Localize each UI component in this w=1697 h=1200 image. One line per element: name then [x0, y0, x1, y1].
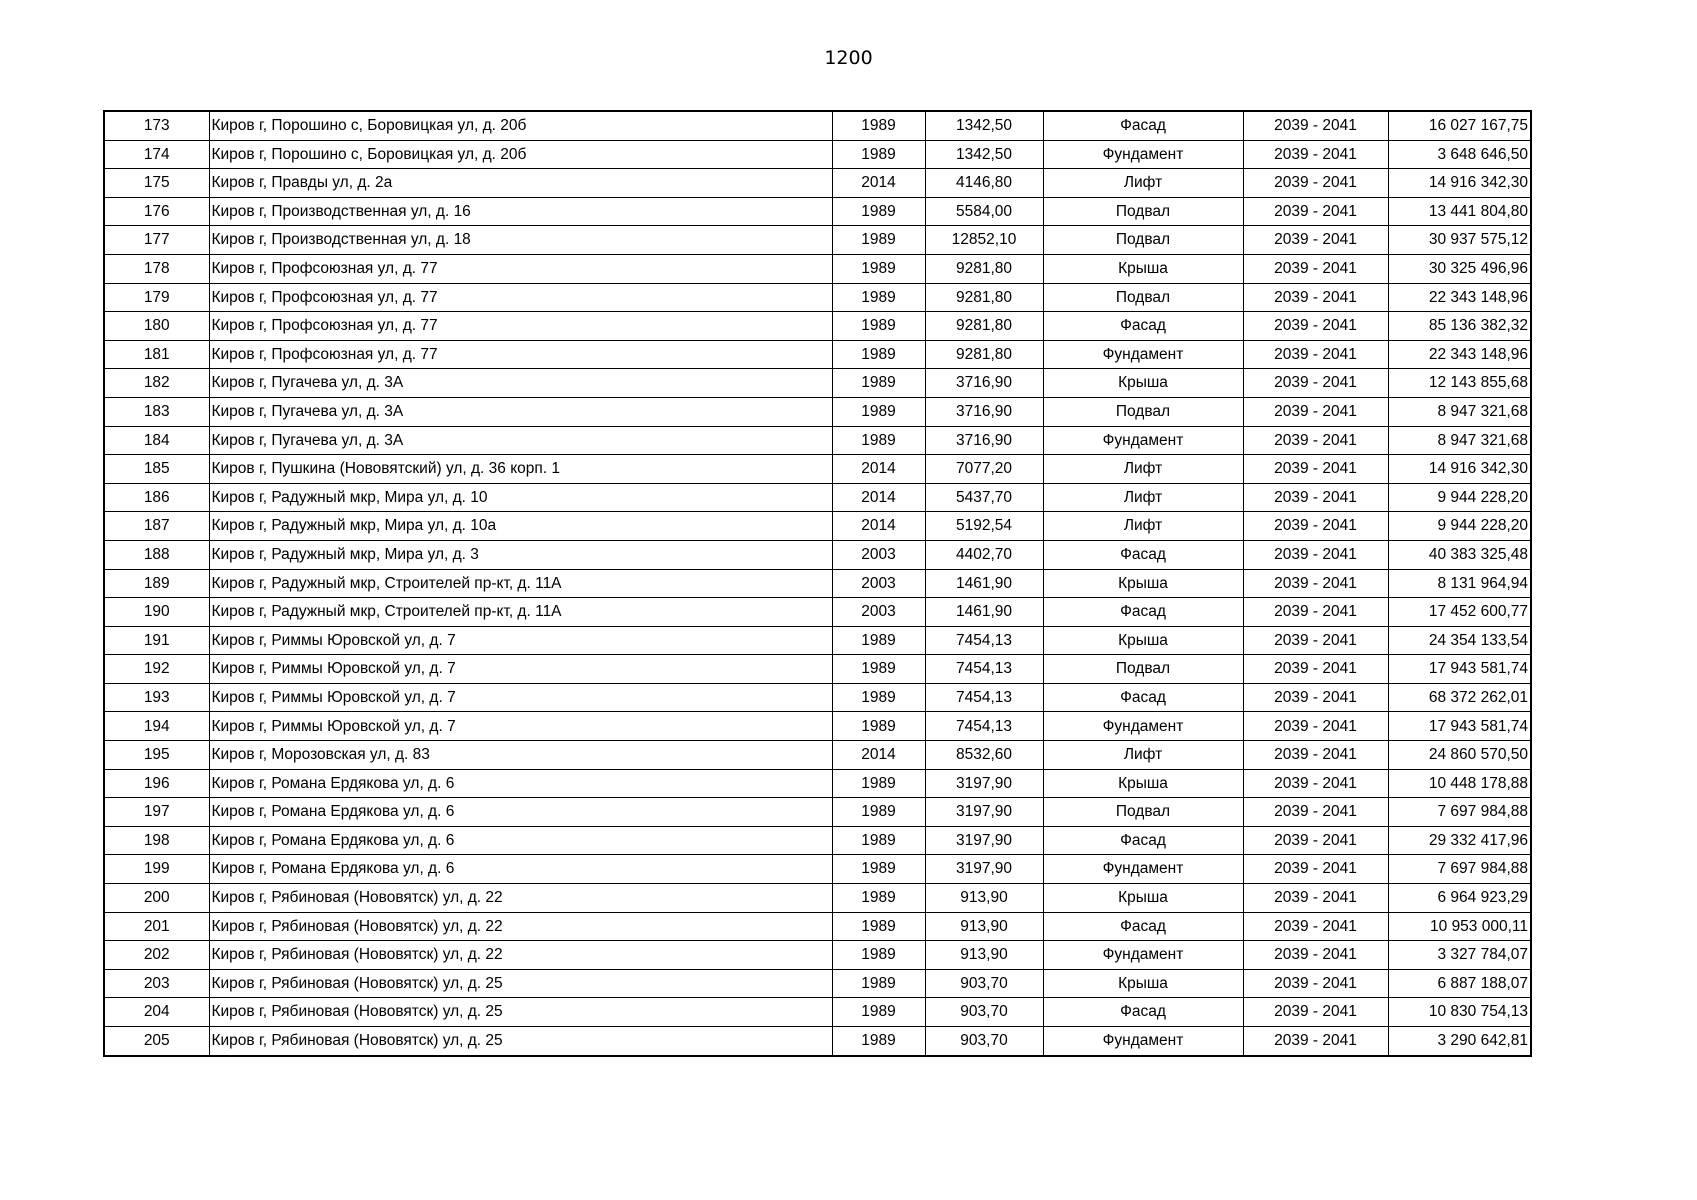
work-type-cell: Крыша [1043, 254, 1243, 283]
year-cell: 1989 [832, 1027, 925, 1056]
period-cell: 2039 - 2041 [1243, 1027, 1388, 1056]
period-cell: 2039 - 2041 [1243, 941, 1388, 970]
period-cell: 2039 - 2041 [1243, 226, 1388, 255]
address-cell: Киров г, Риммы Юровской ул, д. 7 [209, 683, 832, 712]
work-type-cell: Лифт [1043, 512, 1243, 541]
area-cell: 1342,50 [925, 140, 1043, 169]
period-cell: 2039 - 2041 [1243, 197, 1388, 226]
cost-cell: 24 860 570,50 [1388, 741, 1531, 770]
year-cell: 1989 [832, 226, 925, 255]
row-number-cell: 189 [104, 569, 209, 598]
area-cell: 3716,90 [925, 397, 1043, 426]
area-cell: 9281,80 [925, 283, 1043, 312]
year-cell: 1989 [832, 140, 925, 169]
period-cell: 2039 - 2041 [1243, 969, 1388, 998]
area-cell: 9281,80 [925, 340, 1043, 369]
row-number-cell: 182 [104, 369, 209, 398]
address-cell: Киров г, Профсоюзная ул, д. 77 [209, 340, 832, 369]
address-cell: Киров г, Порошино с, Боровицкая ул, д. 20б [209, 111, 832, 140]
cost-cell: 10 448 178,88 [1388, 769, 1531, 798]
table-row [104, 483, 1531, 512]
cost-cell: 13 441 804,80 [1388, 197, 1531, 226]
row-number-cell: 173 [104, 111, 209, 140]
row-number-cell: 195 [104, 741, 209, 770]
table-row [104, 1027, 1531, 1056]
address-cell: Киров г, Риммы Юровской ул, д. 7 [209, 712, 832, 741]
table-row [104, 197, 1531, 226]
row-number-cell: 187 [104, 512, 209, 541]
address-cell: Киров г, Радужный мкр, Мира ул, д. 10 [209, 483, 832, 512]
table-row [104, 626, 1531, 655]
period-cell: 2039 - 2041 [1243, 169, 1388, 198]
year-cell: 1989 [832, 426, 925, 455]
table-row [104, 998, 1531, 1027]
area-cell: 8532,60 [925, 741, 1043, 770]
year-cell: 1989 [832, 826, 925, 855]
area-cell: 5192,54 [925, 512, 1043, 541]
work-type-cell: Фундамент [1043, 712, 1243, 741]
cost-cell: 3 648 646,50 [1388, 140, 1531, 169]
work-type-cell: Фасад [1043, 826, 1243, 855]
period-cell: 2039 - 2041 [1243, 884, 1388, 913]
period-cell: 2039 - 2041 [1243, 312, 1388, 341]
cost-cell: 8 947 321,68 [1388, 397, 1531, 426]
period-cell: 2039 - 2041 [1243, 512, 1388, 541]
period-cell: 2039 - 2041 [1243, 283, 1388, 312]
row-number-cell: 202 [104, 941, 209, 970]
address-cell: Киров г, Риммы Юровской ул, д. 7 [209, 655, 832, 684]
work-type-cell: Лифт [1043, 741, 1243, 770]
row-number-cell: 204 [104, 998, 209, 1027]
table-row [104, 855, 1531, 884]
period-cell: 2039 - 2041 [1243, 655, 1388, 684]
period-cell: 2039 - 2041 [1243, 826, 1388, 855]
period-cell: 2039 - 2041 [1243, 712, 1388, 741]
row-number-cell: 205 [104, 1027, 209, 1056]
address-cell: Киров г, Порошино с, Боровицкая ул, д. 20б [209, 140, 832, 169]
year-cell: 1989 [832, 941, 925, 970]
address-cell: Киров г, Профсоюзная ул, д. 77 [209, 283, 832, 312]
work-type-cell: Крыша [1043, 969, 1243, 998]
work-type-cell: Подвал [1043, 798, 1243, 827]
table-row [104, 312, 1531, 341]
row-number-cell: 179 [104, 283, 209, 312]
cost-cell: 29 332 417,96 [1388, 826, 1531, 855]
row-number-cell: 186 [104, 483, 209, 512]
area-cell: 9281,80 [925, 312, 1043, 341]
work-type-cell: Подвал [1043, 197, 1243, 226]
period-cell: 2039 - 2041 [1243, 483, 1388, 512]
year-cell: 1989 [832, 969, 925, 998]
area-cell: 3197,90 [925, 769, 1043, 798]
period-cell: 2039 - 2041 [1243, 111, 1388, 140]
row-number-cell: 175 [104, 169, 209, 198]
period-cell: 2039 - 2041 [1243, 140, 1388, 169]
row-number-cell: 198 [104, 826, 209, 855]
period-cell: 2039 - 2041 [1243, 798, 1388, 827]
area-cell: 903,70 [925, 998, 1043, 1027]
year-cell: 1989 [832, 884, 925, 913]
table-row [104, 111, 1531, 140]
period-cell: 2039 - 2041 [1243, 855, 1388, 884]
period-cell: 2039 - 2041 [1243, 683, 1388, 712]
area-cell: 12852,10 [925, 226, 1043, 255]
area-cell: 4402,70 [925, 540, 1043, 569]
work-type-cell: Фасад [1043, 683, 1243, 712]
table-row [104, 969, 1531, 998]
cost-cell: 17 943 581,74 [1388, 655, 1531, 684]
cost-cell: 6 887 188,07 [1388, 969, 1531, 998]
row-number-cell: 199 [104, 855, 209, 884]
work-type-cell: Фасад [1043, 312, 1243, 341]
cost-cell: 10 953 000,11 [1388, 912, 1531, 941]
year-cell: 2014 [832, 741, 925, 770]
address-cell: Киров г, Рябиновая (Нововятск) ул, д. 22 [209, 941, 832, 970]
address-cell: Киров г, Рябиновая (Нововятск) ул, д. 22 [209, 912, 832, 941]
row-number-cell: 192 [104, 655, 209, 684]
table-row [104, 397, 1531, 426]
area-cell: 7454,13 [925, 655, 1043, 684]
work-type-cell: Лифт [1043, 483, 1243, 512]
buildings-table [103, 110, 1532, 1057]
year-cell: 1989 [832, 283, 925, 312]
address-cell: Киров г, Радужный мкр, Строителей пр-кт, д. 11А [209, 598, 832, 627]
area-cell: 903,70 [925, 1027, 1043, 1056]
period-cell: 2039 - 2041 [1243, 426, 1388, 455]
table-row [104, 569, 1531, 598]
table-row [104, 798, 1531, 827]
area-cell: 9281,80 [925, 254, 1043, 283]
work-type-cell: Подвал [1043, 397, 1243, 426]
cost-cell: 22 343 148,96 [1388, 340, 1531, 369]
address-cell: Киров г, Пугачева ул, д. 3А [209, 397, 832, 426]
address-cell: Киров г, Рябиновая (Нововятск) ул, д. 22 [209, 884, 832, 913]
address-cell: Киров г, Пушкина (Нововятский) ул, д. 36 корп. 1 [209, 455, 832, 484]
work-type-cell: Лифт [1043, 169, 1243, 198]
row-number-cell: 184 [104, 426, 209, 455]
work-type-cell: Крыша [1043, 884, 1243, 913]
area-cell: 7454,13 [925, 626, 1043, 655]
cost-cell: 12 143 855,68 [1388, 369, 1531, 398]
area-cell: 1461,90 [925, 598, 1043, 627]
address-cell: Киров г, Романа Ердякова ул, д. 6 [209, 855, 832, 884]
row-number-cell: 183 [104, 397, 209, 426]
work-type-cell: Фундамент [1043, 941, 1243, 970]
area-cell: 5437,70 [925, 483, 1043, 512]
work-type-cell: Подвал [1043, 655, 1243, 684]
work-type-cell: Фасад [1043, 540, 1243, 569]
work-type-cell: Фундамент [1043, 1027, 1243, 1056]
page-number: 1200 [824, 47, 873, 69]
year-cell: 1989 [832, 769, 925, 798]
area-cell: 4146,80 [925, 169, 1043, 198]
period-cell: 2039 - 2041 [1243, 397, 1388, 426]
period-cell: 2039 - 2041 [1243, 998, 1388, 1027]
table-row [104, 283, 1531, 312]
row-number-cell: 194 [104, 712, 209, 741]
cost-cell: 30 325 496,96 [1388, 254, 1531, 283]
year-cell: 1989 [832, 111, 925, 140]
address-cell: Киров г, Правды ул, д. 2а [209, 169, 832, 198]
table-row [104, 826, 1531, 855]
address-cell: Киров г, Рябиновая (Нововятск) ул, д. 25 [209, 1027, 832, 1056]
area-cell: 913,90 [925, 941, 1043, 970]
address-cell: Киров г, Радужный мкр, Мира ул, д. 10а [209, 512, 832, 541]
cost-cell: 8 131 964,94 [1388, 569, 1531, 598]
area-cell: 5584,00 [925, 197, 1043, 226]
cost-cell: 7 697 984,88 [1388, 798, 1531, 827]
area-cell: 7454,13 [925, 683, 1043, 712]
cost-cell: 6 964 923,29 [1388, 884, 1531, 913]
area-cell: 3716,90 [925, 369, 1043, 398]
cost-cell: 7 697 984,88 [1388, 855, 1531, 884]
table-row [104, 655, 1531, 684]
period-cell: 2039 - 2041 [1243, 455, 1388, 484]
year-cell: 1989 [832, 912, 925, 941]
address-cell: Киров г, Романа Ердякова ул, д. 6 [209, 826, 832, 855]
cost-cell: 40 383 325,48 [1388, 540, 1531, 569]
table-row [104, 369, 1531, 398]
period-cell: 2039 - 2041 [1243, 569, 1388, 598]
row-number-cell: 193 [104, 683, 209, 712]
row-number-cell: 180 [104, 312, 209, 341]
work-type-cell: Фундамент [1043, 140, 1243, 169]
table-row [104, 741, 1531, 770]
address-cell: Киров г, Профсоюзная ул, д. 77 [209, 312, 832, 341]
cost-cell: 22 343 148,96 [1388, 283, 1531, 312]
address-cell: Киров г, Пугачева ул, д. 3А [209, 426, 832, 455]
table-row [104, 683, 1531, 712]
address-cell: Киров г, Радужный мкр, Мира ул, д. 3 [209, 540, 832, 569]
year-cell: 1989 [832, 254, 925, 283]
area-cell: 903,70 [925, 969, 1043, 998]
cost-cell: 24 354 133,54 [1388, 626, 1531, 655]
row-number-cell: 185 [104, 455, 209, 484]
row-number-cell: 196 [104, 769, 209, 798]
table-row [104, 340, 1531, 369]
address-cell: Киров г, Рябиновая (Нововятск) ул, д. 25 [209, 969, 832, 998]
table-row [104, 769, 1531, 798]
cost-cell: 3 290 642,81 [1388, 1027, 1531, 1056]
address-cell: Киров г, Профсоюзная ул, д. 77 [209, 254, 832, 283]
address-cell: Киров г, Риммы Юровской ул, д. 7 [209, 626, 832, 655]
row-number-cell: 200 [104, 884, 209, 913]
work-type-cell: Фундамент [1043, 855, 1243, 884]
address-cell: Киров г, Романа Ердякова ул, д. 6 [209, 798, 832, 827]
cost-cell: 68 372 262,01 [1388, 683, 1531, 712]
table-row [104, 254, 1531, 283]
work-type-cell: Фасад [1043, 111, 1243, 140]
year-cell: 1989 [832, 998, 925, 1027]
table-row [104, 712, 1531, 741]
year-cell: 2014 [832, 512, 925, 541]
work-type-cell: Лифт [1043, 455, 1243, 484]
table-row [104, 226, 1531, 255]
table-row [104, 540, 1531, 569]
area-cell: 913,90 [925, 884, 1043, 913]
year-cell: 1989 [832, 340, 925, 369]
address-cell: Киров г, Рябиновая (Нововятск) ул, д. 25 [209, 998, 832, 1027]
area-cell: 3716,90 [925, 426, 1043, 455]
period-cell: 2039 - 2041 [1243, 741, 1388, 770]
address-cell: Киров г, Романа Ердякова ул, д. 6 [209, 769, 832, 798]
table-row [104, 455, 1531, 484]
period-cell: 2039 - 2041 [1243, 254, 1388, 283]
table-row [104, 512, 1531, 541]
address-cell: Киров г, Пугачева ул, д. 3А [209, 369, 832, 398]
table-row [104, 884, 1531, 913]
table-row [104, 426, 1531, 455]
row-number-cell: 197 [104, 798, 209, 827]
year-cell: 2014 [832, 483, 925, 512]
cost-cell: 30 937 575,12 [1388, 226, 1531, 255]
year-cell: 1989 [832, 397, 925, 426]
cost-cell: 14 916 342,30 [1388, 455, 1531, 484]
row-number-cell: 203 [104, 969, 209, 998]
period-cell: 2039 - 2041 [1243, 769, 1388, 798]
year-cell: 1989 [832, 655, 925, 684]
work-type-cell: Подвал [1043, 226, 1243, 255]
work-type-cell: Крыша [1043, 769, 1243, 798]
work-type-cell: Фасад [1043, 598, 1243, 627]
address-cell: Киров г, Производственная ул, д. 16 [209, 197, 832, 226]
year-cell: 1989 [832, 369, 925, 398]
cost-cell: 17 943 581,74 [1388, 712, 1531, 741]
table-row [104, 598, 1531, 627]
table-body [104, 111, 1531, 1056]
table-row [104, 140, 1531, 169]
cost-cell: 10 830 754,13 [1388, 998, 1531, 1027]
row-number-cell: 178 [104, 254, 209, 283]
area-cell: 1461,90 [925, 569, 1043, 598]
row-number-cell: 190 [104, 598, 209, 627]
work-type-cell: Крыша [1043, 626, 1243, 655]
work-type-cell: Фундамент [1043, 426, 1243, 455]
period-cell: 2039 - 2041 [1243, 912, 1388, 941]
year-cell: 1989 [832, 855, 925, 884]
period-cell: 2039 - 2041 [1243, 540, 1388, 569]
row-number-cell: 174 [104, 140, 209, 169]
row-number-cell: 176 [104, 197, 209, 226]
cost-cell: 9 944 228,20 [1388, 512, 1531, 541]
year-cell: 1989 [832, 197, 925, 226]
address-cell: Киров г, Производственная ул, д. 18 [209, 226, 832, 255]
work-type-cell: Фасад [1043, 912, 1243, 941]
cost-cell: 3 327 784,07 [1388, 941, 1531, 970]
area-cell: 1342,50 [925, 111, 1043, 140]
row-number-cell: 181 [104, 340, 209, 369]
row-number-cell: 191 [104, 626, 209, 655]
address-cell: Киров г, Морозовская ул, д. 83 [209, 741, 832, 770]
year-cell: 2014 [832, 169, 925, 198]
area-cell: 3197,90 [925, 855, 1043, 884]
year-cell: 1989 [832, 626, 925, 655]
work-type-cell: Фундамент [1043, 340, 1243, 369]
row-number-cell: 177 [104, 226, 209, 255]
year-cell: 2003 [832, 598, 925, 627]
cost-cell: 17 452 600,77 [1388, 598, 1531, 627]
row-number-cell: 201 [104, 912, 209, 941]
year-cell: 1989 [832, 712, 925, 741]
cost-cell: 16 027 167,75 [1388, 111, 1531, 140]
work-type-cell: Фасад [1043, 998, 1243, 1027]
area-cell: 913,90 [925, 912, 1043, 941]
year-cell: 2003 [832, 569, 925, 598]
area-cell: 3197,90 [925, 826, 1043, 855]
row-number-cell: 188 [104, 540, 209, 569]
address-cell: Киров г, Радужный мкр, Строителей пр-кт, д. 11А [209, 569, 832, 598]
work-type-cell: Крыша [1043, 569, 1243, 598]
area-cell: 7454,13 [925, 712, 1043, 741]
table-row [104, 169, 1531, 198]
cost-cell: 8 947 321,68 [1388, 426, 1531, 455]
year-cell: 1989 [832, 312, 925, 341]
cost-cell: 9 944 228,20 [1388, 483, 1531, 512]
period-cell: 2039 - 2041 [1243, 626, 1388, 655]
period-cell: 2039 - 2041 [1243, 340, 1388, 369]
year-cell: 2014 [832, 455, 925, 484]
work-type-cell: Крыша [1043, 369, 1243, 398]
work-type-cell: Подвал [1043, 283, 1243, 312]
period-cell: 2039 - 2041 [1243, 369, 1388, 398]
year-cell: 1989 [832, 798, 925, 827]
year-cell: 2003 [832, 540, 925, 569]
year-cell: 1989 [832, 683, 925, 712]
table-row [104, 912, 1531, 941]
cost-cell: 14 916 342,30 [1388, 169, 1531, 198]
area-cell: 7077,20 [925, 455, 1043, 484]
period-cell: 2039 - 2041 [1243, 598, 1388, 627]
cost-cell: 85 136 382,32 [1388, 312, 1531, 341]
area-cell: 3197,90 [925, 798, 1043, 827]
table-row [104, 941, 1531, 970]
